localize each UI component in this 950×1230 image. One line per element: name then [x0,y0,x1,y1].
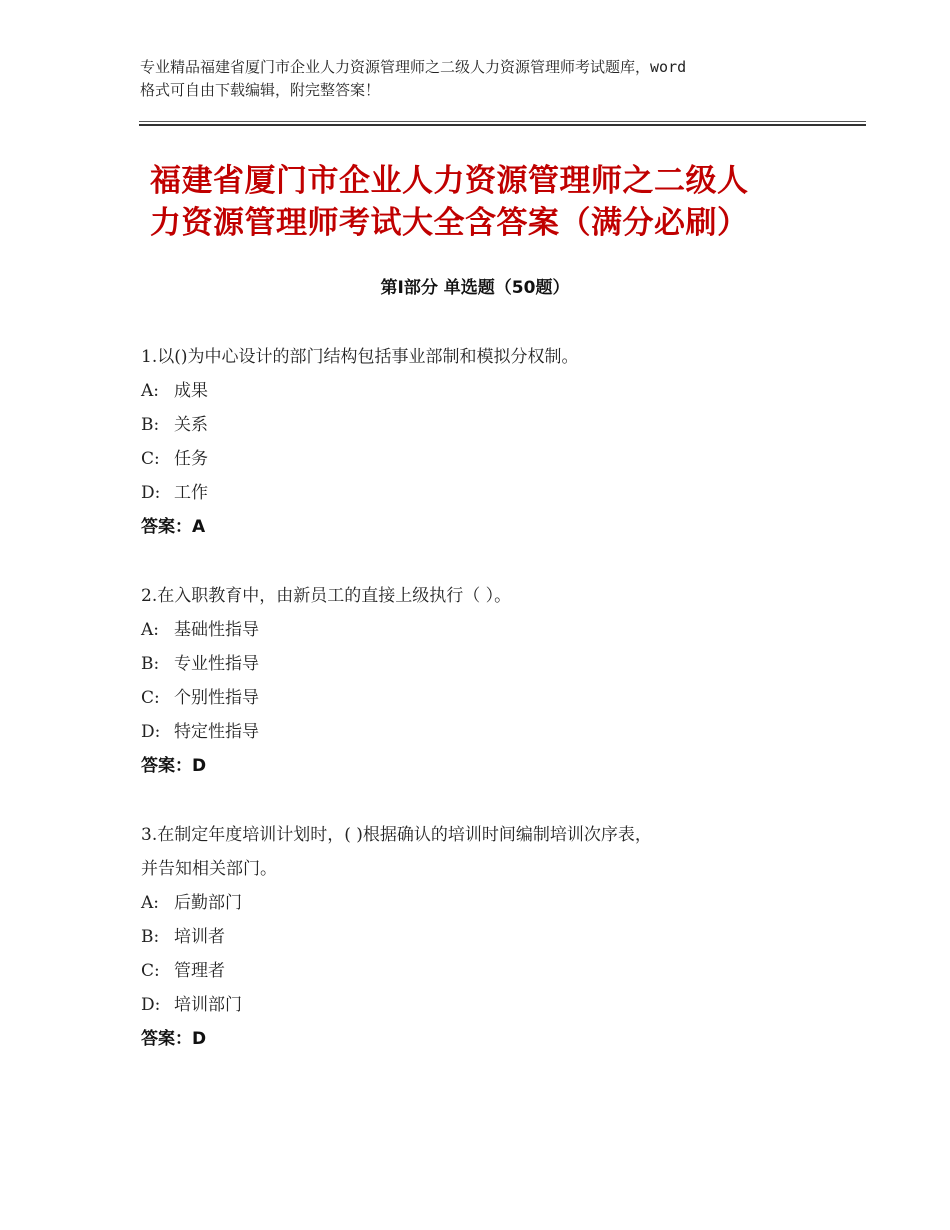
option-text: 基础性指导 [174,620,259,640]
option-b [141,647,841,681]
answer-value: D [192,1029,207,1049]
answer-line [141,510,841,544]
section-heading: 第Ⅰ部分 单选题（50题） [380,278,570,298]
option-text: 特定性指导 [174,722,259,742]
option-d [141,476,841,510]
option-text: 后勤部门 [174,893,242,913]
header-divider-thick [139,124,866,126]
answer-line [141,1022,841,1056]
option-c [141,442,841,476]
option-letter: A: [141,620,160,640]
document-title-line-1: 福建省厦门市企业人力资源管理师之二级人 [150,163,749,199]
header-note-line-2: 格式可自由下载编辑，附完整答案！ [140,81,381,99]
option-c [141,954,841,988]
option-b [141,408,841,442]
option-letter: B: [141,415,160,435]
option-text: 管理者 [174,961,225,981]
option-a [141,613,841,647]
question-stem-line: 2.在入职教育中，由新员工的直接上级执行（ ）。 [141,586,512,606]
question-2 [141,579,841,783]
option-letter: D: [141,483,161,503]
question-3 [141,818,841,1056]
question-stem [141,818,841,886]
header-divider-thin [139,121,866,122]
option-letter: A: [141,893,160,913]
question-stem-line: 3.在制定年度培训计划时，( )根据确认的培训时间编制培训次序表， [141,825,652,845]
option-text: 培训部门 [174,995,242,1015]
question-stem [141,579,841,613]
option-letter: C: [141,961,160,981]
document-title [150,160,850,244]
option-text: 任务 [174,449,208,469]
document-title-line-2: 力资源管理师考试大全含答案（满分必刷） [150,205,749,241]
option-letter: C: [141,688,160,708]
answer-value: D [192,756,207,776]
option-text: 成果 [174,381,208,401]
option-c [141,681,841,715]
option-letter: B: [141,927,160,947]
header-note-line-1: 专业精品福建省厦门市企业人力资源管理师之二级人力资源管理师考试题库，word [140,58,687,76]
answer-label: 答案： [141,1029,192,1049]
answer-line [141,749,841,783]
option-text: 工作 [174,483,208,503]
answer-label: 答案： [141,517,192,537]
option-a [141,374,841,408]
option-text: 个别性指导 [174,688,259,708]
answer-value: A [192,517,206,537]
answer-label: 答案： [141,756,192,776]
option-letter: A: [141,381,160,401]
option-letter: C: [141,449,160,469]
option-d [141,988,841,1022]
header-note [140,56,830,102]
option-d [141,715,841,749]
option-letter: D: [141,722,161,742]
option-letter: B: [141,654,160,674]
question-stem [141,340,841,374]
option-a [141,886,841,920]
option-text: 关系 [174,415,208,435]
question-stem-line: 并告知相关部门。 [141,859,277,879]
question-1 [141,340,841,544]
question-stem-line: 1.以()为中心设计的部门结构包括事业部制和模拟分权制。 [141,347,579,367]
option-letter: D: [141,995,161,1015]
option-text: 专业性指导 [174,654,259,674]
option-b [141,920,841,954]
option-text: 培训者 [174,927,225,947]
